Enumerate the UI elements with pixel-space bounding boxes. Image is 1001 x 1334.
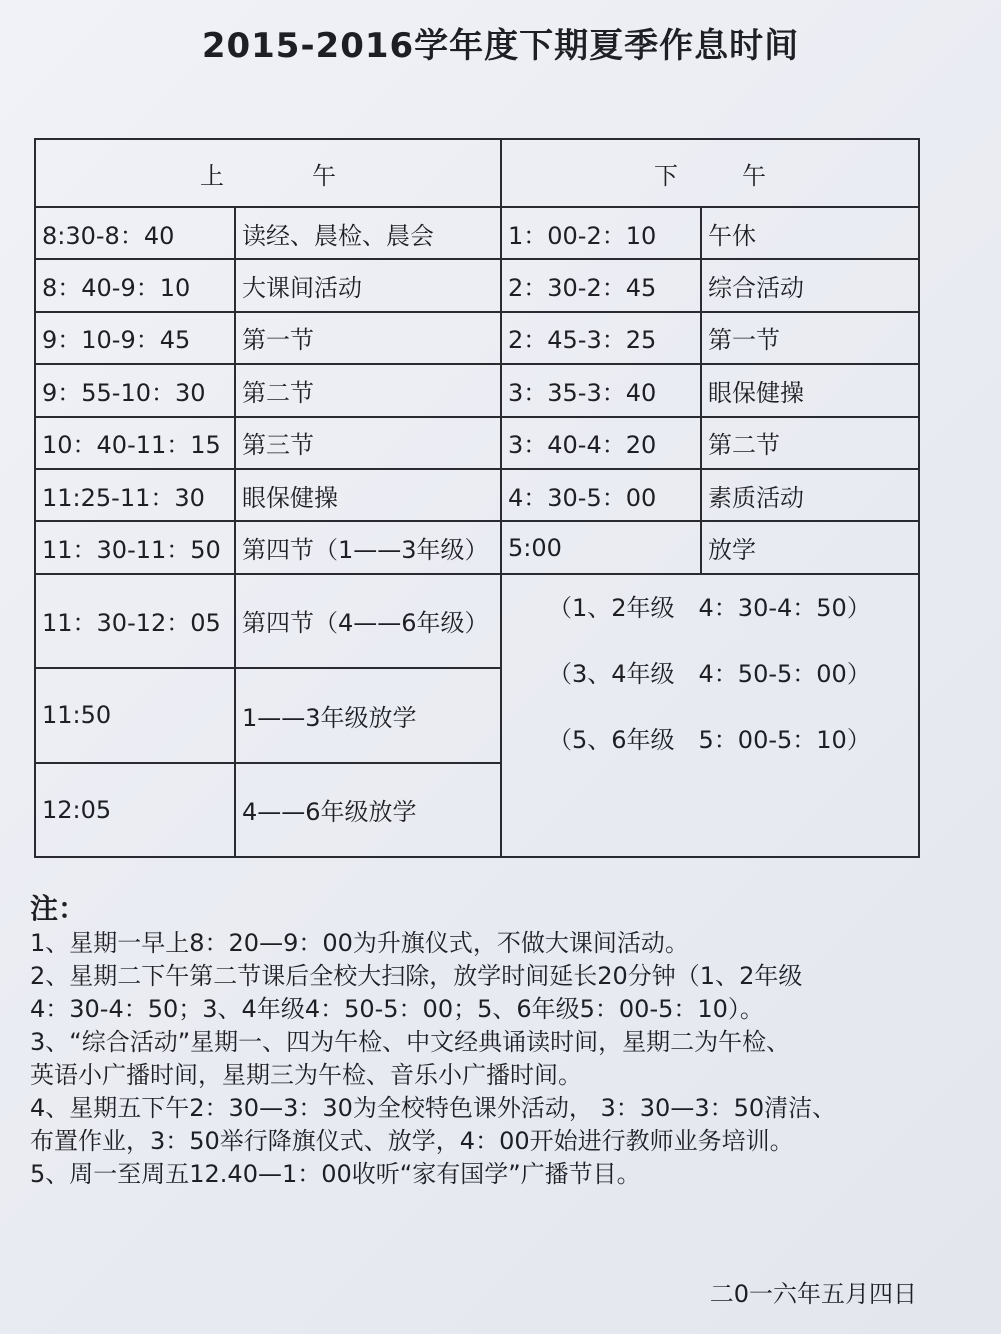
table-row xyxy=(35,364,919,416)
pm-time-cell: 3：40-4：20 xyxy=(501,417,701,469)
pm-activity-cell: 放学 xyxy=(701,521,919,573)
pm-time-cell: 5:00 xyxy=(501,521,701,573)
table-row xyxy=(35,521,919,573)
page-title: 2015-2016学年度下期夏季作息时间 xyxy=(201,26,800,66)
table-row xyxy=(35,312,919,364)
note-line: 5、周一至周五12.40—1：00收听“家有国学”广播节目。 xyxy=(30,1160,641,1188)
dismissal-line: （1、2年级 4：30-4：50） xyxy=(548,593,871,622)
note-line: 3、“综合活动”星期一、四为午检、中文经典诵读时间，星期二为午检、 xyxy=(30,1028,791,1056)
am-activity-cell: 读经、晨检、晨会 xyxy=(235,207,501,259)
pm-time-cell: 2：45-3：25 xyxy=(501,312,701,364)
afternoon-header-char-1: 下 xyxy=(654,161,678,190)
pm-time-cell: 1：00-2：10 xyxy=(501,207,701,259)
schedule-table xyxy=(34,138,920,858)
morning-header-char-2: 午 xyxy=(312,161,336,190)
morning-header-char-1: 上 xyxy=(200,161,224,190)
morning-header xyxy=(35,139,501,207)
am-time-cell: 11：30-12：05 xyxy=(35,574,235,668)
pm-activity-cell: 午休 xyxy=(701,207,919,259)
am-activity-cell: 大课间活动 xyxy=(235,259,501,311)
note-line: 英语小广播时间，星期三为午检、音乐小广播时间。 xyxy=(30,1061,582,1089)
am-time-cell: 11：30-11：50 xyxy=(35,521,235,573)
am-time-cell: 8：40-9：10 xyxy=(35,259,235,311)
note-line: 4、星期五下午2：30—3：30为全校特色课外活动， 3：30—3：50清洁、 xyxy=(30,1094,837,1122)
table-row xyxy=(35,417,919,469)
pm-activity-cell: 综合活动 xyxy=(701,259,919,311)
pm-time-cell: 3：35-3：40 xyxy=(501,364,701,416)
am-time-cell: 12:05 xyxy=(35,763,235,857)
notes-heading: 注： xyxy=(30,892,87,925)
afternoon-header-char-2: 午 xyxy=(742,161,766,190)
pm-activity-cell: 眼保健操 xyxy=(701,364,919,416)
dismissal-line: （5、6年级 5：00-5：10） xyxy=(548,725,871,754)
am-time-cell: 9：10-9：45 xyxy=(35,312,235,364)
pm-activity-cell: 第二节 xyxy=(701,417,919,469)
am-time-cell: 11:50 xyxy=(35,668,235,762)
table-row xyxy=(35,574,919,668)
am-time-cell: 10：40-11：15 xyxy=(35,417,235,469)
table-row xyxy=(35,259,919,311)
pm-time-cell: 4：30-5：00 xyxy=(501,469,701,521)
am-activity-cell: 第四节（4——6年级） xyxy=(235,574,501,668)
am-time-cell: 9：55-10：30 xyxy=(35,364,235,416)
am-activity-cell: 第二节 xyxy=(235,364,501,416)
am-activity-cell: 第三节 xyxy=(235,417,501,469)
am-time-cell: 8:30-8：40 xyxy=(35,207,235,259)
pm-time-cell: 2：30-2：45 xyxy=(501,259,701,311)
notes-section xyxy=(30,892,930,1191)
table-row xyxy=(35,469,919,521)
dismissal-line: （3、4年级 4：50-5：00） xyxy=(548,659,871,688)
am-activity-cell: 第一节 xyxy=(235,312,501,364)
am-time-cell: 11:25-11：30 xyxy=(35,469,235,521)
pm-activity-cell: 第一节 xyxy=(701,312,919,364)
am-activity-cell: 第四节（1——3年级） xyxy=(235,521,501,573)
table-row xyxy=(35,207,919,259)
note-line: 1、星期一早上8：20—9：00为升旗仪式，不做大课间活动。 xyxy=(30,929,689,957)
dismissal-schedule-cell xyxy=(501,574,919,857)
pm-activity-cell: 素质活动 xyxy=(701,469,919,521)
table-header-row xyxy=(35,139,919,207)
document-date: 二0一六年五月四日 xyxy=(709,1280,917,1308)
am-activity-cell: 4——6年级放学 xyxy=(235,763,501,857)
am-activity-cell: 眼保健操 xyxy=(235,469,501,521)
am-activity-cell: 1——3年级放学 xyxy=(235,668,501,762)
note-line: 布置作业，3：50举行降旗仪式、放学，4：00开始进行教师业务培训。 xyxy=(30,1127,794,1155)
note-line: 2、星期二下午第二节课后全校大扫除，放学时间延长20分钟（1、2年级 xyxy=(30,962,803,990)
afternoon-header xyxy=(501,139,919,207)
note-line: 4：30-4：50；3、4年级4：50-5：00；5、6年级5：00-5：10）。 xyxy=(30,995,764,1023)
